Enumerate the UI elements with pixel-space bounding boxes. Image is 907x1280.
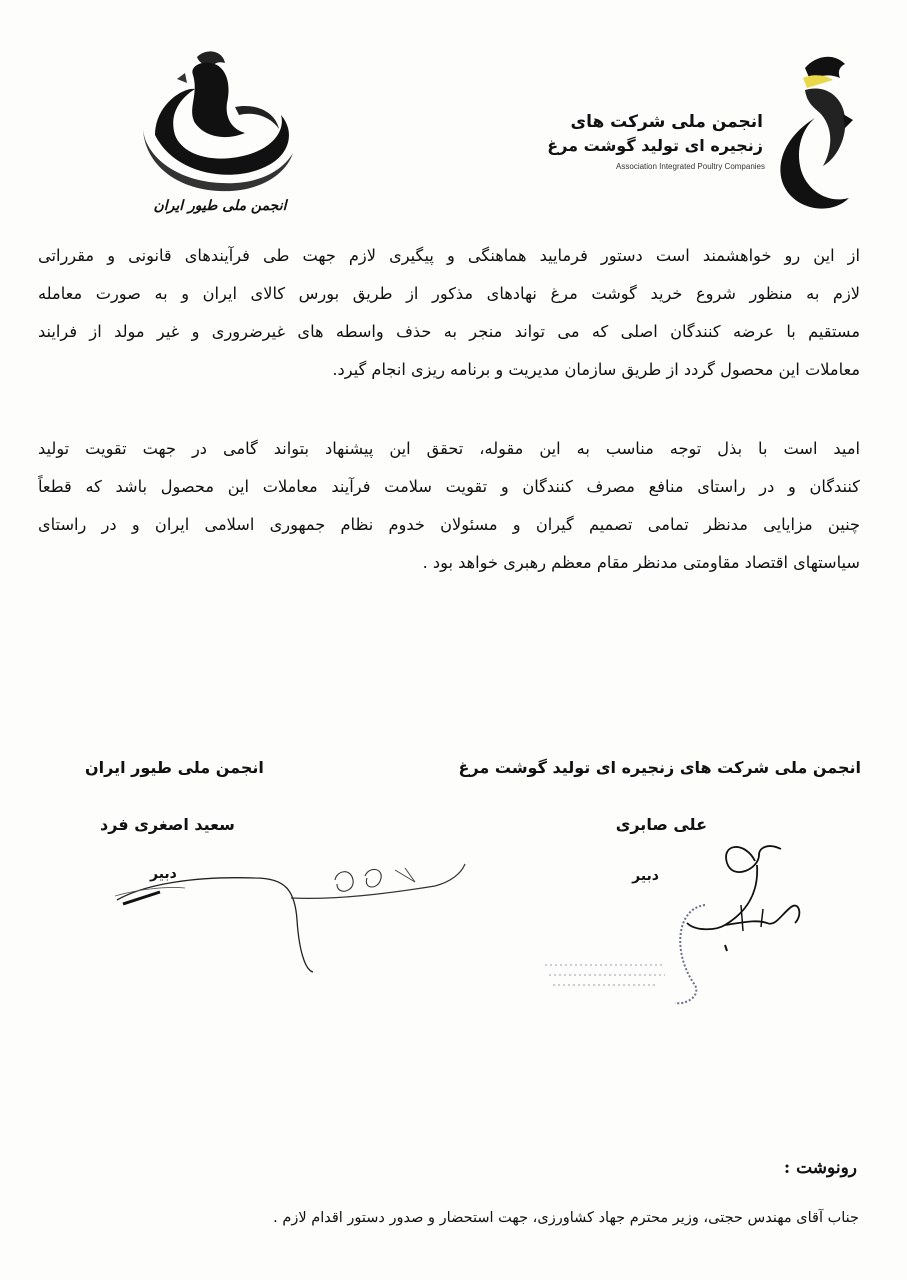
rooster-logo-icon	[745, 48, 865, 223]
handwritten-signature-right	[545, 835, 805, 1035]
signatory-title-right: دبیر	[632, 868, 659, 884]
paragraph-line: کنندگان و در راستای منافع مصرف کنندگان و تقویت سلامت فرآیند معاملات این محصول باشد که قطعاً	[38, 477, 860, 496]
signatory-name-left: سعید اصغری فرد	[100, 815, 235, 834]
paragraph-line: معاملات این محصول گردد از طریق سازمان مدیریت و برنامه ریزی انجام گیرد.	[332, 360, 860, 379]
signatory-title-left: دبیر	[150, 866, 177, 882]
logo-text-english: Association Integrated Poultry Companies	[616, 162, 765, 171]
paragraph-line: چنین مزایایی مدنظر تمامی تصمیم گیران و مسئولان خدوم نظام جمهوری اسلامی ایران و در راستای	[38, 515, 860, 534]
logo-text-line1: انجمن ملی شرکت های	[570, 112, 763, 132]
logo-text-line2: زنجیره ای تولید گوشت مرغ	[547, 136, 763, 155]
handwritten-signature-left	[105, 860, 485, 980]
hen-logo-icon	[135, 45, 305, 200]
logo-caption: انجمن ملی طیور ایران	[153, 198, 287, 214]
body-paragraph-1	[38, 237, 860, 389]
cc-label: رونوشت :	[783, 1158, 857, 1178]
paragraph-line: لازم به منظور شروع خرید گوشت مرغ نهادهای مذکور از طریق بورس کالای ایران و به صورت معامله	[38, 284, 860, 303]
poultry-companies-logo	[547, 48, 885, 223]
iran-poultry-association-logo	[135, 45, 305, 225]
signatory-organization-right: انجمن ملی شرکت های زنجیره ای تولید گوشت مرغ	[458, 758, 861, 777]
signatory-organization-left: انجمن ملی طیور ایران	[85, 758, 264, 777]
body-paragraph-2	[38, 430, 860, 582]
signatory-name-right: علی صابری	[615, 815, 707, 834]
cc-recipient-text: جناب آقای مهندس حجتی، وزیر محترم جهاد کشاورزی، جهت استحضار و صدور دستور اقدام لازم .	[273, 1210, 859, 1226]
paragraph-line: مستقیم با عرضه کنندگان اصلی که می تواند منجر به حذف واسطه های غیرضروری و غیر مولد از فرایند	[38, 322, 860, 341]
paragraph-line: از این رو خواهشمند است دستور فرمایید هماهنگی و پیگیری لازم جهت طی فرآیندهای قانونی و مقرراتی	[38, 246, 860, 265]
paragraph-line: سیاستهای اقتصاد مقاومتی مدنظر مقام معظم رهبری خواهد بود .	[422, 553, 860, 572]
paragraph-line: امید است با بذل توجه مناسب به این مقوله، تحقق این پیشنهاد بتواند گامی در جهت تقویت تولید	[38, 439, 860, 458]
